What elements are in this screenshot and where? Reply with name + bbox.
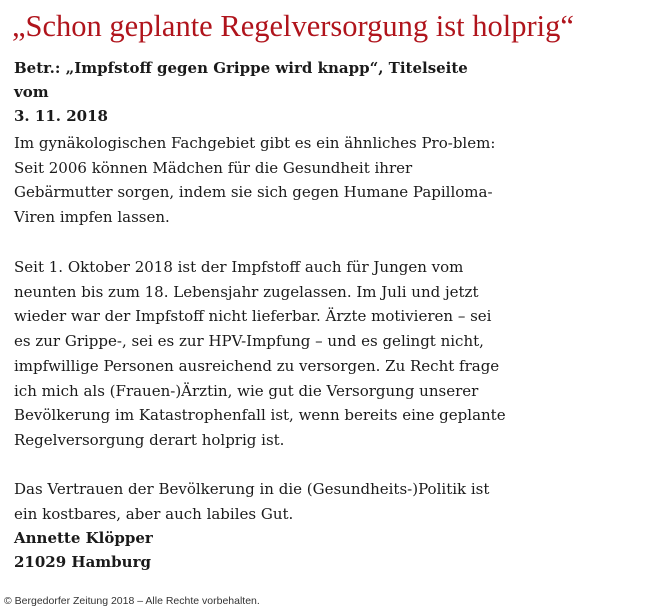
signature-city: 21029 Hamburg — [14, 553, 151, 571]
text-line: Im gynäkologischen Fachgebiet gibt es ein ähnliches Pro-blem: — [14, 134, 496, 152]
text-line: es zur Grippe-, sei es zur HPV-Impfung – und es gelingt nicht, — [14, 332, 484, 351]
text-line: Gebärmutter sorgen, indem sie sich gegen Humane Papilloma- — [14, 183, 493, 202]
body-paragraph-3 — [14, 477, 534, 526]
reference-line: vom — [14, 83, 49, 101]
text-line: Seit 2006 können Mädchen für die Gesundheit ihrer — [14, 158, 413, 177]
article-headline: „Schon geplante Regelversorgung ist holprig“ — [12, 9, 574, 43]
body-paragraph-1 — [14, 131, 534, 230]
text-line: ein kostbares, aber auch labiles Gut. — [14, 504, 294, 523]
reference-line: Betr.: „Impfstoff gegen Grippe wird knapp“, Titelseite — [14, 59, 468, 77]
signature-name: Annette Klöpper — [14, 529, 153, 547]
text-line: impfwillige Personen ausreichend zu versorgen. Zu Recht frage — [14, 356, 500, 375]
text-line: Regelversorgung derart holprig ist. — [14, 430, 285, 449]
text-line: Seit 1. Oktober 2018 ist der Impfstoff auch für Jungen vom — [14, 258, 464, 276]
text-line: Bevölkerung im Katastrophenfall ist, wenn bereits eine geplante — [14, 406, 506, 425]
text-line: wieder war der Impfstoff nicht lieferbar. Ärzte motivieren – sei — [14, 307, 492, 326]
text-line: neunten bis zum 18. Lebensjahr zugelassen. Im Juli und jetzt — [14, 282, 479, 301]
text-line: ich mich als (Frauen-)Ärztin, wie gut die Versorgung unserer — [14, 381, 479, 400]
reference-date: 3. 11. 2018 — [14, 107, 108, 125]
body-paragraph-2 — [14, 255, 534, 453]
text-line: Das Vertrauen der Bevölkerung in die (Gesundheits-)Politik ist — [14, 480, 490, 498]
reference-block — [14, 56, 514, 128]
copyright-notice: © Bergedorfer Zeitung 2018 – Alle Rechte vorbehalten. — [4, 595, 260, 607]
text-line: Viren impfen lassen. — [14, 208, 170, 227]
